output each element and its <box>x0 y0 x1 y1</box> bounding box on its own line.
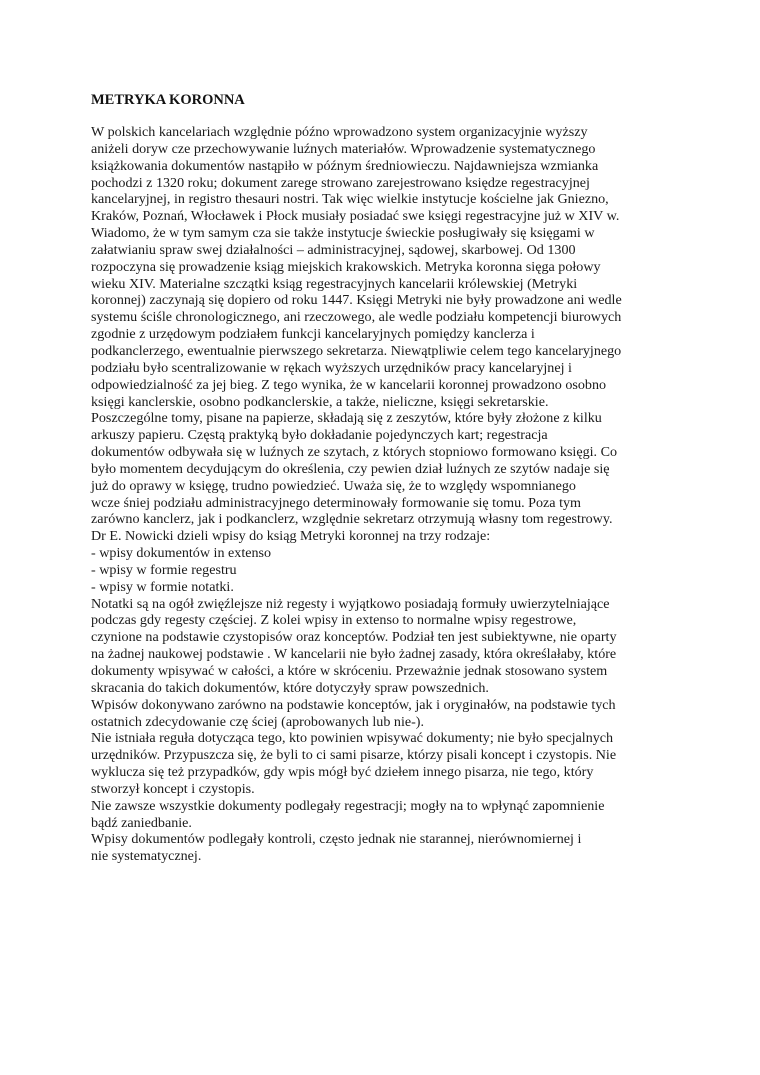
text-line: Poszczególne tomy, pisane na papierze, składają się z zeszytów, które były złożone z kilku <box>91 410 602 427</box>
text-line: Kraków, Poznań, Włocławek i Płock musiały posiadać swe księgi regestracyjne już w XIV w. <box>91 208 620 225</box>
document-title: METRYKA KORONNA <box>91 92 245 108</box>
text-line: książkowania dokumentów nastąpiło w późnym średniowieczu. Najdawniejsza wzmianka <box>91 157 599 174</box>
list-item: - wpisy dokumentów in extenso <box>91 545 272 562</box>
text-line: księgi kanclerskie, osobno podkanclerskie, a także, nieliczne, księgi sekretarskie. <box>91 393 549 410</box>
text-line: już do oprawy w księgę, trudno powiedzieć. Uważa się, że to względy wspomnianego <box>91 477 576 494</box>
text-line: wyklucza się też przypadków, gdy wpis mógł być dziełem innego pisarza, nie tego, który <box>91 764 594 781</box>
text-line: kancelaryjnej, in registro thesauri nostri. Tak więc wielkie instytucje kościelne jak Gniezno, <box>91 191 609 208</box>
text-line: koronnej) zaczynają się dopiero od roku 1447. Księgi Metryki nie były prowadzone ani wedle <box>91 292 622 309</box>
text-line: podziału było scentralizowanie w rękach wyższych urzędników pracy kancelaryjnej i <box>91 359 572 376</box>
text-line: podkanclerzego, ewentualnie pierwszego sekretarza. Niewątpliwie celem tego kancelaryjnego <box>91 342 622 359</box>
text-line: stworzył koncept i czystopis. <box>91 780 255 797</box>
text-line: odpowiedzialność za jej bieg. Z tego wynika, że w kancelarii koronnej prowadzono osobno <box>91 376 607 393</box>
text-line: załatwianiu spraw swej działalności – administracyjnej, sądowej, skarbowej. Od 1300 <box>91 241 576 258</box>
text-line: Wpisów dokonywano zarówno na podstawie konceptów, jak i oryginałów, na podstawie tych <box>91 696 616 713</box>
text-line: pochodzi z 1320 roku; dokument zarege strowano zarejestrowano księdze regestracyjnej <box>91 174 590 191</box>
list-item: - wpisy w formie regestru <box>91 561 237 578</box>
document-body <box>91 124 671 865</box>
text-line: na żadnej naukowej podstawie . W kancelarii nie było żadnej zasady, która określałaby, które <box>91 646 617 663</box>
text-line: Notatki są na ogół zwięźlejsze niż regesty i wyjątkowo posiadają formuły uwierzytelniające <box>91 595 610 612</box>
text-line: zarówno kanclerz, jak i podkanclerz, względnie sekretarz otrzymują własny tom regestrowy. <box>91 511 613 528</box>
text-line: Wiadomo, że w tym samym cza sie także instytucje świeckie posługiwały się księgami w <box>91 225 595 242</box>
text-line: podczas gdy regesty częściej. Z kolei wpisy in extenso to normalne wpisy regestrowe, <box>91 612 577 629</box>
text-line: urzędników. Przypuszcza się, że byli to ci sami pisarze, którzy pisali koncept i czystopis. Nie <box>91 747 617 764</box>
text-line: systemu ściśle chronologicznego, ani rzeczowego, ale wedle podziału kompetencji biurowych <box>91 309 622 326</box>
text-line: nie systematycznej. <box>91 848 202 865</box>
text-line: rozpoczyna się prowadzenie ksiąg miejskich krakowskich. Metryka koronna sięga połowy <box>91 258 601 275</box>
text-line: Nie zawsze wszystkie dokumenty podlegały regestracji; mogły na to wpłynąć zapomnienie <box>91 797 605 814</box>
text-line: skracania do takich dokumentów, które dotyczyły spraw powszednich. <box>91 679 489 696</box>
list-item: - wpisy w formie notatki. <box>91 578 234 595</box>
text-line: W polskich kancelariach względnie późno wprowadzono system organizacyjnie wyższy <box>91 124 588 140</box>
text-line: aniżeli doryw cze przechowywanie luźnych materiałów. Wprowadzenie systematycznego <box>91 140 596 157</box>
text-line: było momentem decydującym do określenia, czy pewien dział luźnych ze szytów nadaje się <box>91 460 610 477</box>
text-line: wieku XIV. Materialne szczątki ksiąg regestracyjnych kancelarii królewskiej (Metryki <box>91 275 578 292</box>
text-line: dokumenty wpisywać w całości, a które w skróceniu. Przeważnie jednak stosowano system <box>91 663 608 679</box>
text-line: wcze śniej podziału administracyjnego determinowały formowanie się tomu. Poza tym <box>91 494 582 511</box>
text-line: Wpisy dokumentów podlegały kontroli, często jednak nie starannej, nierównomiernej i <box>91 831 582 848</box>
text-line: dokumentów odbywała się w luźnych ze szytach, z których stopniowo formowano księgi. Co <box>91 444 618 461</box>
text-line: bądź zaniedbanie. <box>91 814 192 831</box>
text-line: arkuszy papieru. Częstą praktyką było dokładanie pojedynczych kart; regestracja <box>91 427 548 444</box>
text-line: ostatnich zdecydowanie czę ściej (aprobowanych lub nie-). <box>91 713 425 730</box>
text-line: zgodnie z urzędowym podziałem funkcji kancelaryjnych pomiędzy kanclerza i <box>91 326 535 343</box>
text-line: Nie istniała reguła dotycząca tego, kto powinien wpisywać dokumenty; nie było specjalnych <box>91 730 614 747</box>
text-line: czynione na podstawie czystopisów oraz konceptów. Podział ten jest subiektywne, nie oparty <box>91 629 617 646</box>
text-line: Dr E. Nowicki dzieli wpisy do ksiąg Metryki koronnej na trzy rodzaje: <box>91 528 491 545</box>
